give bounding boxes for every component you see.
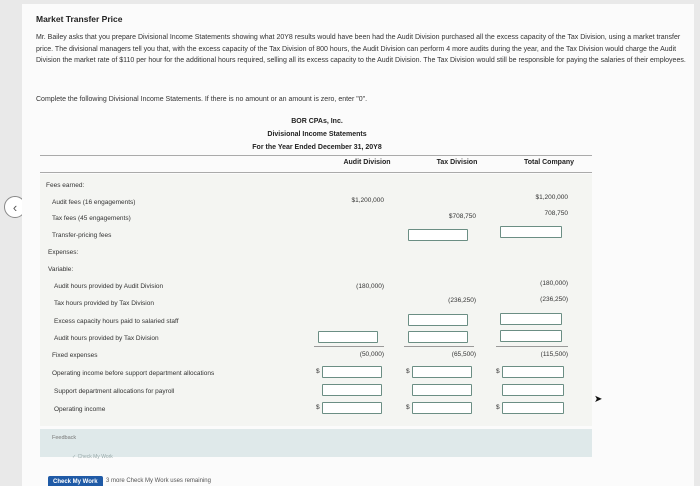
op-before-tax-dollar: $ <box>406 368 410 375</box>
fixed-audit-value: (50,000) <box>359 351 384 358</box>
audit-fees-total-value: $1,200,000 <box>535 194 568 201</box>
tax-hours-total-value: (236,250) <box>540 296 568 303</box>
audit-subtotal-line <box>314 346 384 347</box>
remaining-uses-text: 3 more Check My Work uses remaining <box>106 478 211 484</box>
excess-capacity-total-input[interactable] <box>500 313 562 325</box>
column-header-tax: Tax Division <box>436 159 478 166</box>
mouse-pointer-icon: ➤ <box>594 394 603 405</box>
company-name: BOR CPAs, Inc. <box>291 118 343 125</box>
transfer-fees-tax-input[interactable] <box>408 229 468 241</box>
problem-instruction: Complete the following Divisional Income Statements. If there is no amount or an amount is zero, enter "0". <box>36 96 368 103</box>
problem-intro: Mr. Bailey asks that you prepare Divisional Income Statements showing what 20Y8 results would have been had the Audit Division purchased all the excess capacity of the Tax Division, using a market transfer price. The divisional managers tell you that, with the excess capacity of the Tax Division of 800 hours, the Audit Division can perform 4 more audits during the year, and the Tax Division would charge the Audit Division the market rate of $110 per hour for the additional hours required, selling all its excess capacity to the Audit Division. The Tax Division would still be responsible for paying the salaries of their employees. <box>36 34 686 64</box>
row-label-audit-hours-tax: Audit hours provided by Tax Division <box>54 335 159 342</box>
audit-hours-tax-tax-input[interactable] <box>408 331 468 343</box>
header-line-top <box>40 155 592 156</box>
statement-period: For the Year Ended December 31, 20Y8 <box>252 144 382 151</box>
feedback-label: Feedback <box>52 435 77 441</box>
audit-hours-tax-total-input[interactable] <box>500 330 562 342</box>
row-label-audit-fees: Audit fees (16 engagements) <box>52 199 136 206</box>
feedback-panel <box>40 429 592 457</box>
excess-capacity-tax-input[interactable] <box>408 314 468 326</box>
check-my-work-button[interactable]: Check My Work <box>48 476 103 486</box>
row-label-excess-capacity: Excess capacity hours paid to salaried staff <box>54 318 179 325</box>
audit-hours-tax-audit-input[interactable] <box>318 331 378 343</box>
row-label-transfer-fees: Transfer-pricing fees <box>52 232 112 239</box>
op-before-total-input[interactable] <box>502 366 564 378</box>
statement-name: Divisional Income Statements <box>267 131 367 138</box>
op-income-tax-dollar: $ <box>406 404 410 411</box>
op-income-audit-input[interactable] <box>322 402 382 414</box>
op-before-audit-dollar: $ <box>316 368 320 375</box>
support-alloc-total-input[interactable] <box>502 384 564 396</box>
op-income-total-dollar: $ <box>496 404 500 411</box>
column-header-total: Total Company <box>523 159 575 166</box>
transfer-fees-total-input[interactable] <box>500 226 562 238</box>
header-line-bottom <box>40 172 592 173</box>
tax-hours-tax-value: (236,250) <box>448 297 476 304</box>
check-my-work-link[interactable]: ✓ Check My Work <box>72 454 113 460</box>
column-header-audit: Audit Division <box>343 159 391 166</box>
audit-hours-audit-value: (180,000) <box>356 283 384 290</box>
row-label-tax-hours: Tax hours provided by Tax Division <box>54 300 154 307</box>
row-label-variable: Variable: <box>48 266 74 273</box>
support-alloc-tax-input[interactable] <box>412 384 472 396</box>
row-label-fixed: Fixed expenses <box>52 352 98 359</box>
audit-fees-audit-value: $1,200,000 <box>351 197 384 204</box>
problem-title: Market Transfer Price <box>36 14 123 24</box>
row-label-fees-earned: Fees earned: <box>46 182 85 189</box>
tax-subtotal-line <box>404 346 474 347</box>
total-subtotal-line <box>496 346 568 347</box>
chevron-left-icon: ‹ <box>12 199 18 215</box>
op-income-audit-dollar: $ <box>316 404 320 411</box>
op-before-audit-input[interactable] <box>322 366 382 378</box>
op-before-total-dollar: $ <box>496 368 500 375</box>
problem-page <box>22 4 694 486</box>
row-label-op-income-before: Operating income before support department allocations <box>52 370 215 377</box>
row-label-tax-fees: Tax fees (45 engagements) <box>52 215 131 222</box>
row-label-support-alloc: Support department allocations for payroll <box>54 388 175 395</box>
op-income-total-input[interactable] <box>502 402 564 414</box>
fixed-total-value: (115,500) <box>540 351 568 358</box>
fixed-tax-value: (65,500) <box>451 351 476 358</box>
row-label-expenses: Expenses: <box>48 249 79 256</box>
audit-hours-total-value: (180,000) <box>540 280 568 287</box>
row-label-op-income: Operating income <box>54 406 106 413</box>
support-alloc-audit-input[interactable] <box>322 384 382 396</box>
tax-fees-total-value: 708,750 <box>544 210 568 217</box>
tax-fees-tax-value: $708,750 <box>448 213 476 220</box>
op-before-tax-input[interactable] <box>412 366 472 378</box>
row-label-audit-hours: Audit hours provided by Audit Division <box>54 283 164 290</box>
op-income-tax-input[interactable] <box>412 402 472 414</box>
